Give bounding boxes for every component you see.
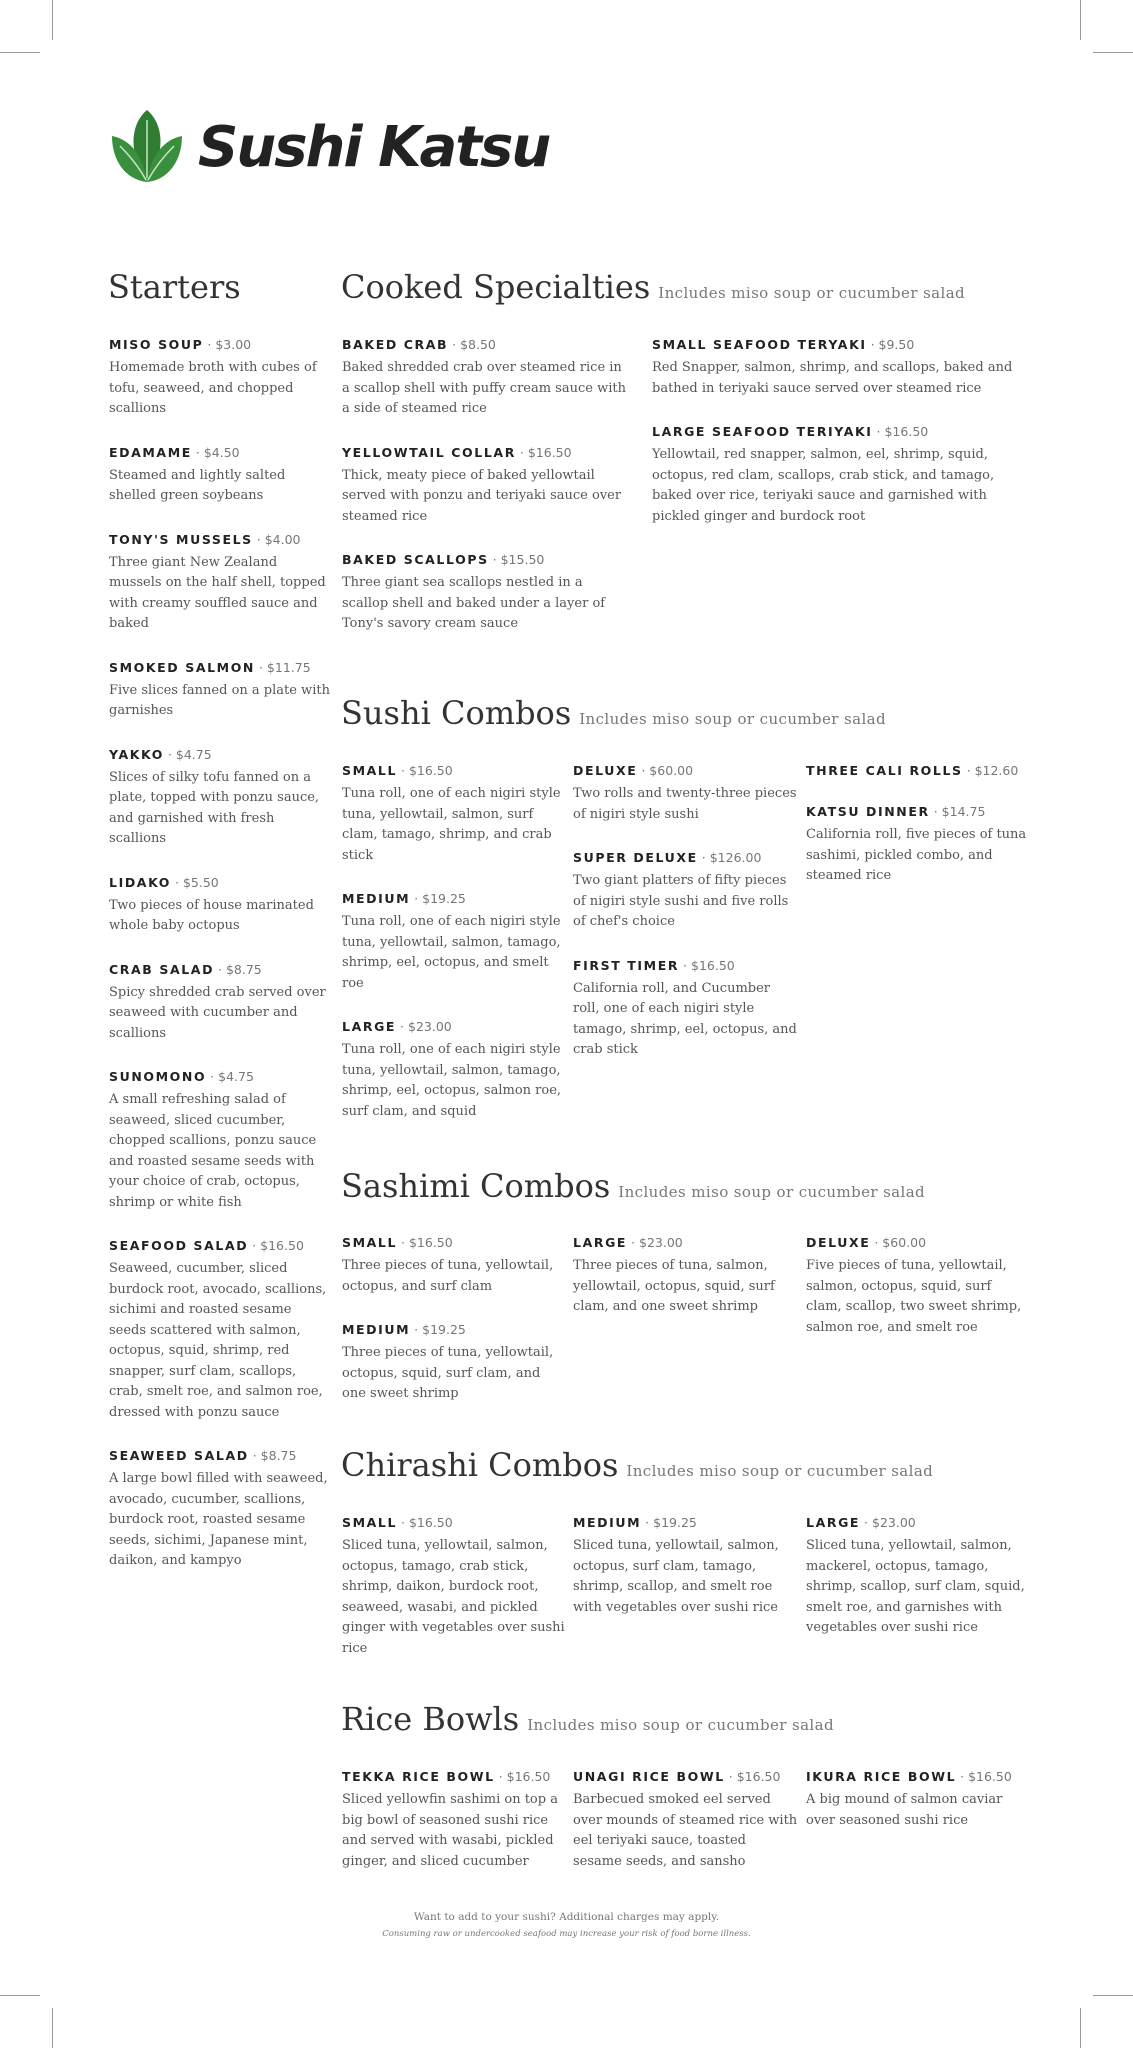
menu-item-header	[573, 1232, 798, 1251]
menu-item-description: Tuna roll, one of each nigiri style tuna, yellowtail, salmon, surf clam, tamago, shrimp, and crab stick	[342, 786, 561, 863]
menu-item-price: $23.00	[408, 1019, 452, 1034]
menu-item	[806, 801, 1031, 887]
menu-item	[109, 657, 331, 722]
price-separator: ·	[448, 337, 461, 352]
menu-item-price: $5.50	[182, 874, 219, 890]
menu-item-header	[109, 657, 331, 676]
menu-item-name: LARGE SEAFOOD TERIYAKI	[652, 424, 873, 439]
menu-item-price: $8.50	[460, 337, 496, 352]
menu-item-price: $4.75	[175, 746, 212, 762]
menu-item	[573, 1766, 798, 1872]
price-separator: ·	[206, 1069, 219, 1084]
price-separator: ·	[248, 1448, 261, 1463]
menu-item-description: Five pieces of tuna, yellowtail, salmon, octopus, squid, surf clam, scallop, two sweet shrimp, salmon roe, and smelt roe	[806, 1258, 1022, 1335]
menu-item	[109, 529, 331, 635]
menu-item-description: Red Snapper, salmon, shrimp, and scallops, baked and bathed in teriyaki sauce served over steamed rice	[652, 360, 1013, 396]
menu-item-price: $3.00	[215, 337, 252, 352]
menu-item-header	[342, 760, 567, 779]
menu-item-name: EDAMAME	[109, 444, 192, 460]
menu-item	[806, 1512, 1031, 1639]
sashimi-title-text: Sashimi Combos	[341, 1167, 611, 1205]
menu-item	[573, 1232, 798, 1318]
cooked-subtitle: Includes miso soup or cucumber salad	[658, 284, 966, 302]
price-separator: ·	[697, 850, 710, 865]
menu-item-header	[109, 959, 331, 978]
crop-mark	[52, 0, 53, 40]
menu-item-name: SMOKED SALMON	[109, 659, 255, 675]
sashimi-combos-title	[341, 1167, 925, 1205]
menu-item-description: Seaweed, cucumber, sliced burdock root, avocado, scallions, sichimi and roasted sesame seeds scattered with salmon, octopus, squid, shrimp, red snapper, surf clam, scallops, crab, smelt roe, and salmon roe, dressed with ponzu sauce	[109, 1261, 327, 1420]
price-separator: ·	[515, 444, 528, 460]
price-separator: ·	[203, 337, 216, 352]
menu-item-name: LARGE	[573, 1235, 628, 1250]
price-separator: ·	[191, 444, 204, 460]
crop-mark	[1080, 2008, 1081, 2048]
menu-item-header	[573, 1766, 798, 1785]
price-separator: ·	[163, 746, 176, 762]
menu-item	[109, 872, 331, 937]
price-separator: ·	[627, 1235, 639, 1250]
menu-item-name: CRAB SALAD	[109, 961, 215, 977]
menu-item-name: THREE CALI ROLLS	[806, 763, 963, 778]
menu-item-price: $4.75	[218, 1069, 254, 1084]
menu-item	[342, 549, 632, 635]
crop-mark	[52, 2008, 53, 2048]
cooked-column-2	[652, 334, 1022, 549]
menu-item-price: $12.60	[974, 763, 1019, 778]
brand-logo	[106, 106, 549, 188]
menu-item-name: MEDIUM	[573, 1515, 642, 1530]
menu-item-name: SMALL	[342, 763, 398, 778]
menu-item-description: Steamed and lightly salted shelled green soybeans	[109, 467, 286, 503]
menu-item-name: TEKKA RICE BOWL	[342, 1769, 495, 1784]
leaf-icon	[106, 106, 188, 188]
price-separator: ·	[410, 1322, 423, 1337]
price-separator: ·	[252, 531, 265, 547]
menu-item-header	[342, 1232, 567, 1251]
menu-item-header	[342, 888, 567, 907]
sushi-title-text: Sushi Combos	[341, 694, 572, 732]
menu-item	[109, 744, 331, 850]
crop-mark	[1080, 0, 1081, 40]
chirashi-column-2	[573, 1512, 798, 1640]
menu-item	[109, 1066, 331, 1213]
menu-item-name: YELLOWTAIL COLLAR	[342, 444, 516, 460]
price-separator: ·	[866, 337, 879, 352]
price-separator: ·	[962, 763, 975, 778]
starters-list	[109, 334, 331, 1594]
menu-item	[652, 334, 1022, 399]
sashimi-column-2	[573, 1232, 798, 1340]
menu-item	[573, 955, 798, 1061]
menu-item-price: $16.50	[736, 1769, 781, 1784]
sushi-column-1	[342, 760, 567, 1144]
menu-item-header	[109, 872, 331, 891]
menu-item-name: SEAWEED SALAD	[109, 1448, 249, 1463]
brand-name: Sushi Katsu	[198, 114, 550, 180]
sashimi-subtitle: Includes miso soup or cucumber salad	[618, 1183, 926, 1201]
menu-item-name: LARGE	[806, 1515, 861, 1530]
chirashi-subtitle: Includes miso soup or cucumber salad	[626, 1462, 934, 1480]
menu-item-name: IKURA RICE BOWL	[806, 1769, 957, 1784]
menu-item-description: Three giant sea scallops nestled in a scallop shell and baked under a layer of Tony's savory cream sauce	[342, 575, 606, 631]
sashimi-column-3	[806, 1232, 1031, 1360]
menu-item-description: Two rolls and twenty-three pieces of nigiri style sushi	[573, 786, 797, 822]
menu-item-description: A big mound of salmon caviar over seasoned sushi rice	[806, 1792, 1003, 1828]
menu-item-name: SMALL	[342, 1515, 398, 1530]
menu-item-name: MEDIUM	[342, 891, 411, 906]
price-separator: ·	[488, 552, 501, 567]
menu-item-name: SUNOMONO	[109, 1069, 207, 1084]
menu-item	[342, 334, 632, 420]
menu-item-header	[109, 1445, 331, 1464]
menu-item-header	[806, 1232, 1031, 1251]
menu-item-name: LARGE	[342, 1019, 397, 1034]
menu-item	[573, 760, 798, 825]
sushi-column-3	[806, 760, 1031, 909]
cooked-column-1	[342, 334, 632, 657]
menu-item	[109, 334, 331, 420]
menu-item-description: California roll, five pieces of tuna sashimi, pickled combo, and steamed rice	[806, 827, 1027, 883]
menu-item-name: UNAGI RICE BOWL	[573, 1769, 725, 1784]
menu-item-description: California roll, and Cucumber roll, one of each nigiri style tamago, shrimp, eel, octopus, and crab stick	[573, 980, 797, 1057]
sushi-combos-title	[341, 694, 886, 732]
price-separator: ·	[255, 659, 267, 675]
rice-title-text: Rice Bowls	[341, 1700, 520, 1738]
starters-title-text: Starters	[108, 268, 241, 306]
menu-item-header	[806, 760, 1031, 779]
price-separator: ·	[397, 763, 409, 778]
menu-item-price: $60.00	[882, 1235, 927, 1250]
menu-item-description: Yellowtail, red snapper, salmon, eel, shrimp, squid, octopus, red clam, scallops, crab stick, and tamago, baked over rice, teriyaki sauce and garnished with pickled ginger and burdock root	[652, 447, 995, 524]
menu-item-header	[573, 955, 798, 974]
menu-item-description: Three pieces of tuna, yellowtail, octopus, and surf clam	[342, 1258, 554, 1294]
menu-item-description: Thick, meaty piece of baked yellowtail served with ponzu and teriyaki sauce over steamed rice	[342, 467, 622, 524]
menu-item-name: BAKED CRAB	[342, 337, 449, 352]
menu-item-price: $16.50	[884, 424, 929, 439]
menu-item-header	[573, 1512, 798, 1531]
menu-item-description: Slices of silky tofu fanned on a plate, topped with ponzu sauce, and garnished with fresh scallions	[109, 769, 320, 846]
menu-item-name: LIDAKO	[109, 874, 172, 890]
menu-item-name: MISO SOUP	[109, 337, 204, 352]
crop-mark	[0, 1995, 40, 1996]
menu-item	[342, 1016, 567, 1122]
menu-item-description: Sliced tuna, yellowtail, salmon, octopus, surf clam, tamago, shrimp, scallop, and smelt roe with vegetables over sushi rice	[573, 1538, 779, 1615]
menu-item-price: $126.00	[709, 850, 762, 865]
menu-item-description: Five slices fanned on a plate with garnishes	[109, 682, 330, 718]
menu-item-description: Sliced tuna, yellowtail, salmon, octopus, tamago, crab stick, shrimp, daikon, burdock root, seaweed, wasabi, and pickled ginger with vegetables over sushi rice	[342, 1538, 565, 1656]
menu-item-description: Two giant platters of fifty pieces of nigiri style sushi and five rolls of chef's choice	[573, 873, 789, 929]
menu-item-header	[342, 442, 632, 461]
menu-item-price: $16.50	[408, 763, 453, 778]
menu-item-name: SUPER DELUXE	[573, 850, 698, 865]
price-separator: ·	[214, 961, 226, 977]
menu-item-description: A small refreshing salad of seaweed, sliced cucumber, chopped scallions, ponzu sauce and roasted sesame seeds with your choice of crab, octopus, shrimp or white fish	[109, 1092, 317, 1210]
menu-item-price: $4.50	[203, 444, 240, 460]
price-separator: ·	[410, 891, 423, 906]
menu-item-name: TONY'S MUSSELS	[109, 531, 253, 547]
menu-item-price: $8.75	[260, 1448, 297, 1463]
price-separator: ·	[397, 1515, 409, 1530]
menu-item-price: $16.50	[506, 1769, 551, 1784]
price-separator: ·	[870, 1235, 883, 1250]
menu-item	[109, 1445, 331, 1572]
menu-item	[109, 959, 331, 1045]
menu-item-name: DELUXE	[573, 763, 638, 778]
menu-item	[806, 1766, 1031, 1831]
menu-item	[342, 760, 567, 866]
menu-item-description: Barbecued smoked eel served over mounds of steamed rice with eel teriyaki sauce, toasted sesame seeds, and sansho	[573, 1792, 798, 1869]
menu-item	[342, 1319, 567, 1405]
menu-item-header	[806, 801, 1031, 820]
menu-item-price: $9.50	[878, 337, 915, 352]
menu-item	[806, 760, 1031, 779]
menu-item-header	[806, 1512, 1031, 1531]
menu-item-header	[342, 549, 632, 568]
menu-item-header	[109, 1066, 331, 1085]
menu-item	[342, 1232, 567, 1297]
menu-item-name: BAKED SCALLOPS	[342, 552, 489, 567]
menu-item-description: A large bowl filled with seaweed, avocado, cucumber, scallions, burdock root, roasted sesame seeds, sichimi, Japanese mint, daikon, and kampyo	[109, 1471, 328, 1568]
menu-item-price: $16.50	[408, 1235, 453, 1250]
crop-mark	[0, 52, 40, 53]
rice-column-1	[342, 1766, 567, 1894]
menu-item-price: $19.25	[422, 1322, 466, 1337]
menu-item	[342, 1512, 567, 1659]
menu-item	[652, 421, 1022, 527]
rice-column-3	[806, 1766, 1031, 1853]
menu-item-description: Sliced tuna, yellowtail, salmon, mackerel, octopus, tamago, shrimp, scallop, surf clam, squid, smelt roe, and garnishes with vegetables over sushi rice	[806, 1538, 1025, 1635]
menu-item-name: KATSU DINNER	[806, 804, 930, 819]
menu-item-name: FIRST TIMER	[573, 957, 680, 973]
sushi-column-2	[573, 760, 798, 1083]
menu-item-header	[109, 334, 331, 353]
price-separator: ·	[396, 1019, 408, 1034]
menu-item-header	[342, 1766, 567, 1785]
price-separator: ·	[641, 1515, 654, 1530]
menu-item-description: Three pieces of tuna, yellowtail, octopus, squid, surf clam, and one sweet shrimp	[342, 1345, 554, 1401]
price-separator: ·	[956, 1769, 969, 1784]
price-separator: ·	[872, 424, 885, 439]
menu-item-name: YAKKO	[109, 746, 164, 762]
chirashi-column-3	[806, 1512, 1031, 1661]
menu-item-header	[342, 334, 632, 353]
footer-disclaimer: Consuming raw or undercooked seafood may increase your risk of food borne illness.	[382, 1929, 751, 1939]
menu-item-price: $19.25	[653, 1515, 697, 1530]
menu-item-price: $23.00	[639, 1235, 683, 1250]
price-separator: ·	[929, 804, 942, 819]
menu-item	[342, 442, 632, 528]
menu-item-description: Spicy shredded crab served over seaweed with cucumber and scallions	[109, 984, 326, 1041]
menu-item-header	[573, 760, 798, 779]
menu-item-price: $16.50	[968, 1769, 1012, 1784]
menu-item-price: $60.00	[649, 763, 694, 778]
menu-item	[109, 442, 331, 507]
menu-item-price: $16.50	[691, 957, 735, 973]
menu-item-description: Three giant New Zealand mussels on the half shell, topped with creamy souffled sauce and baked	[109, 554, 326, 631]
price-separator: ·	[637, 763, 650, 778]
menu-item-header	[342, 1512, 567, 1531]
menu-item-description: Tuna roll, one of each nigiri style tuna, yellowtail, salmon, tamago, shrimp, eel, octopus, and smelt roe	[342, 914, 561, 991]
menu-item	[109, 1235, 331, 1423]
menu-item-price: $14.75	[941, 804, 986, 819]
rice-bowls-title	[341, 1700, 834, 1738]
cooked-specialties-title	[341, 268, 965, 306]
rice-subtitle: Includes miso soup or cucumber salad	[527, 1716, 834, 1734]
menu-item-description: Sliced yellowfin sashimi on top a big bowl of seasoned sushi rice and served with wasabi, pickled ginger, and sliced cucumber	[342, 1792, 558, 1869]
menu-item-name: SMALL	[342, 1235, 398, 1250]
menu-item	[806, 1232, 1031, 1338]
crop-mark	[1093, 1995, 1133, 1996]
footer-note: Want to add to your sushi? Additional charges may apply.	[413, 1911, 720, 1923]
rice-column-2	[573, 1766, 798, 1894]
menu-item-header	[573, 847, 798, 866]
cooked-title-text: Cooked Specialties	[341, 268, 651, 306]
menu-item-name: MEDIUM	[342, 1322, 411, 1337]
menu-item-header	[109, 1235, 331, 1254]
menu-item-price: $19.25	[422, 891, 466, 906]
menu-item-description: Homemade broth with cubes of tofu, seaweed, and chopped scallions	[109, 360, 317, 416]
menu-item-header	[806, 1766, 1031, 1785]
price-separator: ·	[724, 1769, 737, 1784]
menu-item-name: SMALL SEAFOOD TERYAKI	[652, 337, 867, 352]
menu-item-price: $16.50	[408, 1515, 453, 1530]
menu-item-header	[652, 421, 1022, 440]
menu-item	[573, 847, 798, 933]
crop-mark	[1093, 52, 1133, 53]
menu-item-price: $16.50	[260, 1238, 304, 1253]
price-separator: ·	[860, 1515, 872, 1530]
menu-item-header	[342, 1319, 567, 1338]
menu-item-header	[652, 334, 1022, 353]
sushi-subtitle: Includes miso soup or cucumber salad	[579, 710, 887, 728]
menu-item	[573, 1512, 798, 1618]
menu-item-price: $11.75	[266, 659, 311, 675]
price-separator: ·	[494, 1769, 507, 1784]
menu-item-price: $4.00	[264, 531, 301, 547]
menu-item-header	[109, 744, 331, 763]
menu-item	[342, 888, 567, 994]
price-separator: ·	[679, 957, 691, 973]
starters-title	[108, 268, 241, 306]
chirashi-title-text: Chirashi Combos	[341, 1446, 619, 1484]
price-separator: ·	[248, 1238, 261, 1253]
menu-item-name: SEAFOOD SALAD	[109, 1238, 249, 1253]
menu-item-description: Three pieces of tuna, salmon, yellowtail, octopus, squid, surf clam, and one sweet shrimp	[573, 1258, 775, 1314]
menu-item-price: $16.50	[527, 444, 572, 460]
menu-item	[342, 1766, 567, 1872]
menu-item-description: Tuna roll, one of each nigiri style tuna, yellowtail, salmon, tamago, shrimp, eel, octopus, salmon roe, surf clam, and squid	[342, 1042, 562, 1119]
menu-item-header	[342, 1016, 567, 1035]
menu-item-name: DELUXE	[806, 1235, 871, 1250]
sashimi-column-1	[342, 1232, 567, 1427]
menu-item-description: Two pieces of house marinated whole baby octopus	[109, 897, 314, 933]
price-separator: ·	[171, 874, 183, 890]
chirashi-column-1	[342, 1512, 567, 1681]
menu-item-header	[109, 442, 331, 461]
menu-item-price: $8.75	[225, 961, 262, 977]
menu-item-price: $23.00	[872, 1515, 916, 1530]
menu-item-description: Baked shredded crab over steamed rice in a scallop shell with puffy cream sauce with a side of steamed rice	[342, 360, 626, 416]
price-separator: ·	[397, 1235, 409, 1250]
chirashi-combos-title	[341, 1446, 933, 1484]
menu-item-price: $15.50	[500, 552, 545, 567]
menu-item-header	[109, 529, 331, 548]
